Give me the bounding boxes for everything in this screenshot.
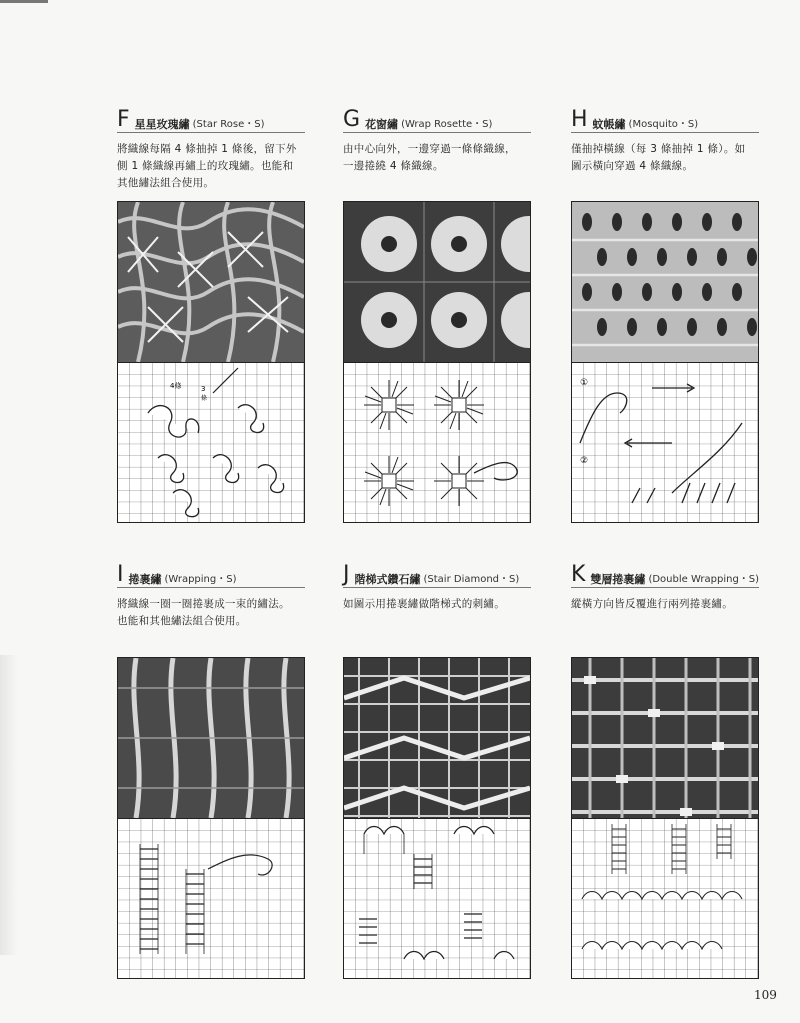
wrap-rosette-diagram — [344, 362, 530, 523]
page-number: 109 — [754, 988, 777, 1002]
corner-mark — [0, 0, 48, 3]
stitch-name: 花窗繡 — [365, 118, 399, 131]
double-wrapping-photo — [572, 658, 758, 818]
stitch-card-i — [117, 562, 305, 630]
diagram-label: 條 — [201, 395, 208, 402]
stitch-letter: I — [117, 562, 124, 587]
description-line: 其他繡法組合使用。 — [117, 177, 215, 189]
stitch-description — [571, 141, 759, 175]
stitch-description — [343, 141, 531, 175]
stitch-figure — [571, 201, 759, 523]
stitch-figure — [571, 657, 759, 979]
description-line: 如圖示用捲裹繡做階梯式的刺繡。 — [343, 598, 505, 610]
stitch-name: 蚊帳繡 — [592, 118, 626, 131]
stitch-description — [117, 596, 305, 630]
stitch-name: 捲裹繡 — [128, 573, 162, 586]
description-line: 圖示橫向穿過 4 條織線。 — [571, 160, 694, 172]
diagram-label: 3 — [201, 385, 206, 393]
stitch-figure — [343, 201, 531, 523]
stitch-card-f — [117, 107, 305, 402]
description-line: 將織線每隔 4 條抽掉 1 條後，留下外 — [117, 143, 297, 155]
stitch-english-name: (Wrapping・S) — [164, 574, 237, 585]
stitch-letter: G — [343, 107, 361, 132]
stitch-letter: F — [117, 107, 130, 132]
mosquito-photo — [572, 202, 758, 362]
stitch-description — [343, 596, 531, 613]
stitch-name: 階梯式鑽石繡 — [354, 573, 421, 586]
mosquito-diagram — [572, 362, 758, 523]
wrapping-diagram — [118, 818, 304, 979]
stitch-heading — [571, 562, 759, 588]
description-line: 由中心向外，一邊穿過一條條織線， — [343, 143, 516, 155]
stitch-letter: H — [571, 107, 588, 132]
stitch-heading — [343, 107, 531, 133]
stitch-english-name: (Star Rose・S) — [192, 119, 265, 130]
stair-diamond-diagram — [344, 818, 530, 979]
stitch-letter: K — [571, 562, 586, 587]
stitch-description — [571, 596, 759, 613]
description-line: 將織線一圈一圈捲裹成一束的繡法。 — [117, 598, 290, 610]
stitch-heading — [571, 107, 759, 133]
stitch-card-h — [571, 107, 759, 466]
stitch-english-name: (Mosquito・S) — [628, 119, 699, 130]
diagram-label: ② — [580, 456, 589, 466]
description-line: 一邊捲繞 4 條織線。 — [343, 160, 444, 172]
stitch-name: 星星玫瑰繡 — [134, 118, 190, 131]
stitch-english-name: (Wrap Rosette・S) — [401, 119, 493, 130]
page-edge-shadow — [0, 655, 18, 955]
wrap-rosette-photo — [344, 202, 530, 362]
stitch-description — [117, 141, 305, 192]
stitch-english-name: (Double Wrapping・S) — [648, 574, 760, 585]
stair-diamond-photo — [344, 658, 530, 818]
stitch-figure — [343, 657, 531, 979]
stitch-english-name: (Stair Diamond・S) — [423, 574, 520, 585]
stitch-name: 雙層捲裹繡 — [590, 573, 646, 586]
stitch-letter: J — [343, 562, 350, 587]
description-line: 縱橫方向皆反覆進行兩列捲裹繡。 — [571, 598, 733, 610]
description-line: 側 1 條織線再繡上的玫瑰繡。也能和 — [117, 160, 294, 172]
description-line: 也能和其他繡法組合使用。 — [117, 615, 247, 627]
stitch-heading — [117, 107, 305, 133]
stitch-card-k — [571, 562, 759, 613]
stitch-heading — [117, 562, 305, 588]
diagram-label: ① — [580, 378, 589, 388]
star-rose-photo — [118, 202, 304, 362]
stitch-figure — [117, 201, 305, 523]
diagram-label: 4條 — [170, 382, 182, 390]
star-rose-diagram — [118, 362, 304, 523]
description-line: 僅抽掉橫線（每 3 條抽掉 1 條）。如 — [571, 143, 746, 155]
stitch-card-g — [343, 107, 531, 175]
stitch-card-j — [343, 562, 531, 613]
stitch-heading — [343, 562, 531, 588]
double-wrapping-diagram — [572, 818, 758, 979]
wrapping-photo — [118, 658, 304, 818]
stitch-figure — [117, 657, 305, 979]
